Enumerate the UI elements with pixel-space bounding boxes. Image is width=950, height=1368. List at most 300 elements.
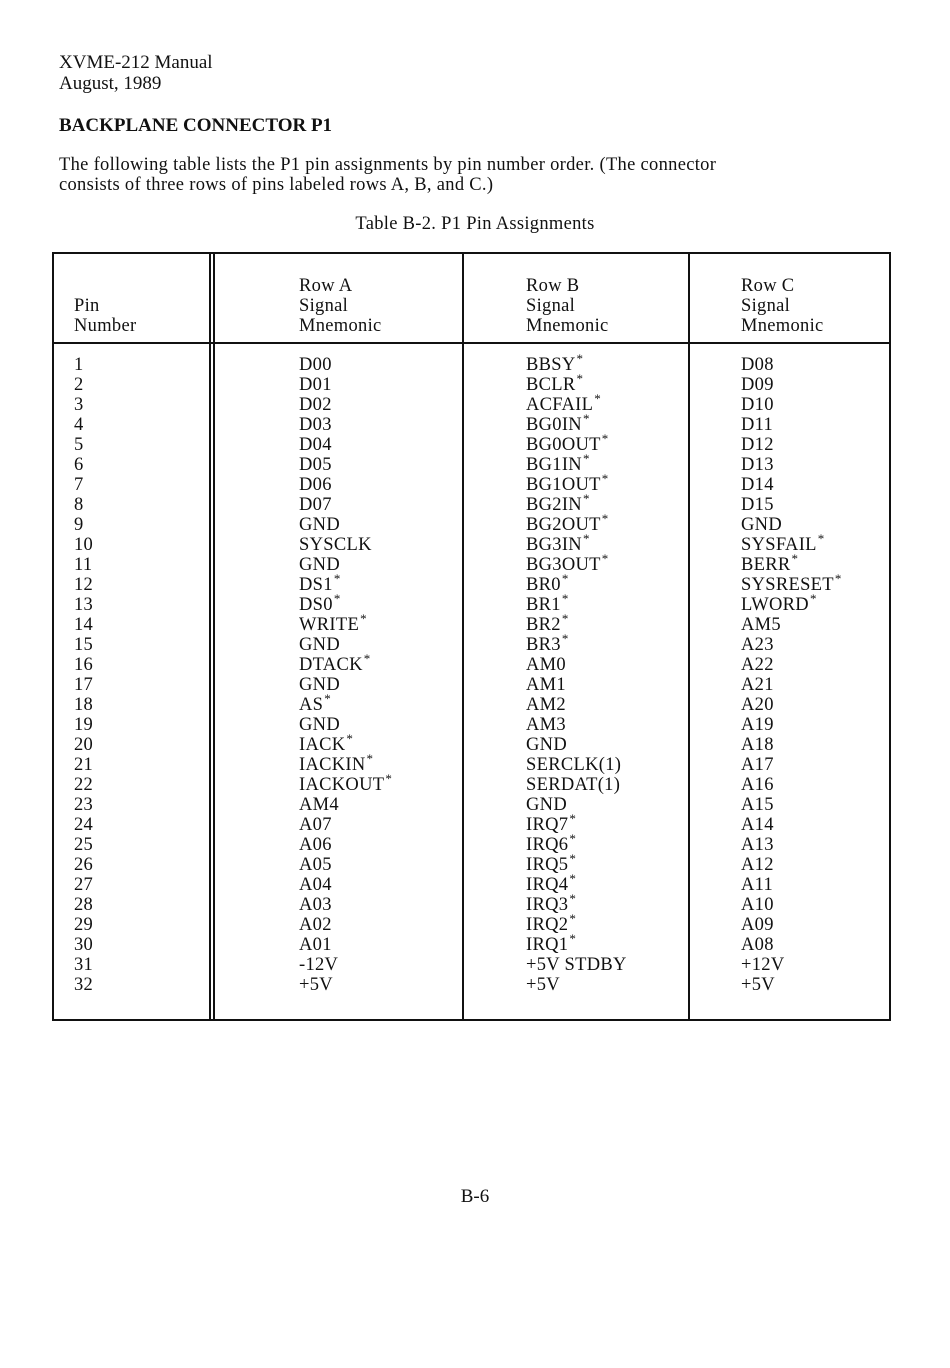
row-a-signal-cell — [299, 455, 392, 475]
row-c-signal-cell — [741, 675, 842, 695]
row-a-signal-cell — [299, 855, 392, 875]
cell-text: 3 — [74, 395, 84, 415]
pin-number-cell — [74, 415, 93, 435]
active-low-asterisk: * — [569, 890, 577, 906]
row-a-signal-cell — [299, 515, 392, 535]
cell-text: IRQ4 — [526, 875, 569, 895]
header-pin-number — [74, 276, 136, 336]
cell-text: A08 — [741, 935, 774, 955]
row-b-signal-cell — [526, 810, 627, 835]
pin-number-cell — [74, 655, 93, 675]
active-low-asterisk: * — [582, 530, 590, 546]
pin-number-cell — [74, 815, 93, 835]
cell-text: A11 — [741, 875, 774, 895]
cell-text: D01 — [299, 375, 332, 395]
cell-text: 29 — [74, 915, 94, 935]
row-c-signal-cell — [741, 550, 842, 575]
row-c-signal-cell — [741, 655, 842, 675]
cell-text: AM5 — [741, 615, 781, 635]
cell-text: A06 — [299, 835, 332, 855]
row-c-signal-cell — [741, 475, 842, 495]
active-low-asterisk: * — [333, 590, 341, 606]
column-divider — [462, 254, 464, 1019]
table-caption: Table B-2. P1 Pin Assignments — [355, 214, 595, 234]
cell-text: +5V — [299, 975, 333, 995]
cell-text: A23 — [741, 635, 774, 655]
active-low-asterisk: * — [601, 430, 609, 446]
pin-number-cell — [74, 535, 93, 555]
active-low-asterisk: * — [569, 870, 577, 886]
row-c-signal-cell — [741, 355, 842, 375]
row-b-signal-cell — [526, 775, 627, 795]
row-a-signal-cell — [299, 750, 392, 775]
column-divider — [213, 254, 215, 1019]
cell-text: 1 — [74, 355, 84, 375]
cell-text: IRQ1 — [526, 935, 569, 955]
pin-assignment-table — [52, 252, 891, 1021]
row-b-signal-cell — [526, 510, 627, 535]
row-b-signal-cell — [526, 390, 627, 415]
active-low-asterisk: * — [582, 410, 590, 426]
pin-number-cell — [74, 775, 93, 795]
row-c-signal-cell — [741, 835, 842, 855]
active-low-asterisk: * — [366, 750, 374, 766]
active-low-asterisk: * — [561, 630, 569, 646]
cell-text: BR0 — [526, 575, 561, 595]
row-b-signal-cell — [526, 830, 627, 855]
row-c-signal-cell — [741, 495, 842, 515]
cell-text: IACKOUT — [299, 775, 385, 795]
row-b-signal-cell — [526, 655, 627, 675]
row-c-signal-cell — [741, 615, 842, 635]
header-row-c — [741, 276, 824, 336]
cell-text: BG3OUT — [526, 555, 601, 575]
cell-text: D02 — [299, 395, 332, 415]
active-low-asterisk: * — [601, 550, 609, 566]
cell-text: AM3 — [526, 715, 566, 735]
pin-number-cell — [74, 675, 93, 695]
intro-line-2: consists of three rows of pins labeled rows A, B, and C.) — [59, 175, 494, 195]
cell-text: SERCLK(1) — [526, 755, 622, 775]
active-low-asterisk: * — [791, 550, 799, 566]
active-low-asterisk: * — [569, 830, 577, 846]
cell-text: AM1 — [526, 675, 566, 695]
cell-text: GND — [526, 795, 567, 815]
row-b-signal-cell — [526, 430, 627, 455]
cell-text: IRQ5 — [526, 855, 569, 875]
cell-text: BG0OUT — [526, 435, 601, 455]
row-c-column — [741, 355, 842, 995]
intro-paragraph — [59, 155, 899, 195]
cell-text: DTACK — [299, 655, 363, 675]
row-a-signal-cell — [299, 475, 392, 495]
column-divider — [688, 254, 690, 1019]
cell-text: A01 — [299, 935, 332, 955]
row-a-signal-cell — [299, 535, 392, 555]
row-b-signal-cell — [526, 735, 627, 755]
cell-text: IACK — [299, 735, 346, 755]
row-a-signal-cell — [299, 795, 392, 815]
row-b-signal-cell — [526, 370, 627, 395]
cell-text: 10 — [74, 535, 94, 555]
row-c-signal-cell — [741, 455, 842, 475]
header-divider — [54, 342, 889, 344]
row-a-signal-cell — [299, 915, 392, 935]
cell-text: A12 — [741, 855, 774, 875]
row-c-signal-cell — [741, 590, 842, 615]
active-low-asterisk: * — [576, 370, 584, 386]
active-low-asterisk: * — [569, 850, 577, 866]
cell-text: 19 — [74, 715, 94, 735]
row-c-signal-cell — [741, 915, 842, 935]
section-title: BACKPLANE CONNECTOR P1 — [59, 115, 333, 136]
cell-text: BG3IN — [526, 535, 582, 555]
cell-text: BBSY — [526, 355, 576, 375]
active-low-asterisk: * — [601, 510, 609, 526]
pin-number-cell — [74, 395, 93, 415]
active-low-asterisk: * — [569, 910, 577, 926]
pin-number-cell — [74, 795, 93, 815]
cell-text: D00 — [299, 355, 332, 375]
cell-text: 4 — [74, 415, 84, 435]
row-b-signal-cell — [526, 470, 627, 495]
cell-text: BG1IN — [526, 455, 582, 475]
cell-text: 27 — [74, 875, 94, 895]
active-low-asterisk: * — [324, 690, 332, 706]
cell-text: 15 — [74, 635, 94, 655]
cell-text: 25 — [74, 835, 94, 855]
cell-text: 9 — [74, 515, 84, 535]
cell-text: A13 — [741, 835, 774, 855]
cell-text: 7 — [74, 475, 84, 495]
row-c-signal-cell — [741, 975, 842, 995]
row-b-signal-cell — [526, 410, 627, 435]
active-low-asterisk: * — [569, 810, 577, 826]
cell-text: A09 — [741, 915, 774, 935]
row-a-signal-cell — [299, 555, 392, 575]
cell-text: A19 — [741, 715, 774, 735]
row-b-signal-cell — [526, 715, 627, 735]
active-low-asterisk: * — [363, 650, 371, 666]
cell-text: BR1 — [526, 595, 561, 615]
header-line — [74, 276, 136, 296]
row-b-signal-cell — [526, 530, 627, 555]
row-a-signal-cell — [299, 815, 392, 835]
header-line: Mnemonic — [526, 316, 609, 336]
header-line: Row B — [526, 276, 580, 296]
cell-text: D13 — [741, 455, 774, 475]
row-a-signal-cell — [299, 730, 392, 755]
cell-text: BG0IN — [526, 415, 582, 435]
row-b-signal-cell — [526, 795, 627, 815]
active-low-asterisk: * — [582, 490, 590, 506]
row-b-column — [526, 350, 627, 995]
row-a-signal-cell — [299, 590, 392, 615]
cell-text: GND — [741, 515, 782, 535]
header-row-b — [526, 276, 609, 336]
cell-text: 21 — [74, 755, 94, 775]
document-header — [59, 52, 213, 94]
row-a-column — [299, 355, 392, 995]
cell-text: BR2 — [526, 615, 561, 635]
row-c-signal-cell — [741, 935, 842, 955]
pin-number-cell — [74, 855, 93, 875]
cell-text: GND — [526, 735, 567, 755]
row-a-signal-cell — [299, 635, 392, 655]
cell-text: A20 — [741, 695, 774, 715]
row-a-signal-cell — [299, 875, 392, 895]
active-low-asterisk: * — [561, 570, 569, 586]
row-c-signal-cell — [741, 715, 842, 735]
pin-number-cell — [74, 455, 93, 475]
pin-number-cell — [74, 475, 93, 495]
row-b-signal-cell — [526, 890, 627, 915]
cell-text: D03 — [299, 415, 332, 435]
row-c-signal-cell — [741, 775, 842, 795]
header-line: Number — [74, 316, 137, 336]
row-a-signal-cell — [299, 495, 392, 515]
pin-number-cell — [74, 555, 93, 575]
cell-text: D07 — [299, 495, 332, 515]
row-c-signal-cell — [741, 415, 842, 435]
active-low-asterisk: * — [817, 530, 825, 546]
cell-text: BG2OUT — [526, 515, 601, 535]
row-b-signal-cell — [526, 630, 627, 655]
row-b-signal-cell — [526, 550, 627, 575]
intro-line-1: The following table lists the P1 pin assignments by pin number order. (The connector — [59, 155, 717, 175]
cell-text: 31 — [74, 955, 94, 975]
row-c-signal-cell — [741, 895, 842, 915]
active-low-asterisk: * — [594, 390, 602, 406]
active-low-asterisk: * — [601, 470, 609, 486]
pin-number-cell — [74, 735, 93, 755]
cell-text: 22 — [74, 775, 94, 795]
cell-text: AS — [299, 695, 324, 715]
active-low-asterisk: * — [576, 350, 584, 366]
row-c-signal-cell — [741, 815, 842, 835]
cell-text: AM0 — [526, 655, 566, 675]
header-line: Row C — [741, 276, 795, 296]
cell-text: GND — [299, 635, 340, 655]
pin-number-cell — [74, 895, 93, 915]
pin-number-cell — [74, 515, 93, 535]
cell-text: D08 — [741, 355, 774, 375]
cell-text: 2 — [74, 375, 84, 395]
row-a-signal-cell — [299, 355, 392, 375]
pin-number-cell — [74, 495, 93, 515]
active-low-asterisk: * — [809, 590, 817, 606]
row-b-signal-cell — [526, 570, 627, 595]
active-low-asterisk: * — [346, 730, 354, 746]
cell-text: BERR — [741, 555, 791, 575]
header-line: Mnemonic — [299, 316, 382, 336]
row-b-signal-cell — [526, 610, 627, 635]
cell-text: 5 — [74, 435, 84, 455]
active-low-asterisk: * — [360, 610, 367, 626]
cell-text: BG2IN — [526, 495, 582, 515]
cell-text: BCLR — [526, 375, 576, 395]
row-a-signal-cell — [299, 955, 392, 975]
row-a-signal-cell — [299, 570, 392, 595]
row-b-signal-cell — [526, 850, 627, 875]
header-line: Signal — [299, 296, 349, 316]
cell-text: LWORD — [741, 595, 809, 615]
row-b-signal-cell — [526, 870, 627, 895]
cell-text: GND — [299, 715, 340, 735]
active-low-asterisk: * — [333, 570, 341, 586]
cell-text: IACKIN — [299, 755, 366, 775]
row-b-signal-cell — [526, 695, 627, 715]
header-line: Signal — [741, 296, 791, 316]
row-a-signal-cell — [299, 415, 392, 435]
cell-text: IRQ6 — [526, 835, 569, 855]
cell-text: AM2 — [526, 695, 566, 715]
row-b-signal-cell — [526, 955, 627, 975]
cell-text: 24 — [74, 815, 94, 835]
row-b-signal-cell — [526, 910, 627, 935]
cell-text: GND — [299, 675, 340, 695]
active-low-asterisk: * — [582, 450, 590, 466]
cell-text: 14 — [74, 615, 94, 635]
manual-date: August, 1989 — [59, 73, 162, 94]
row-c-signal-cell — [741, 635, 842, 655]
row-a-signal-cell — [299, 395, 392, 415]
cell-text: 32 — [74, 975, 94, 995]
row-a-signal-cell — [299, 435, 392, 455]
pin-number-cell — [74, 935, 93, 955]
row-c-signal-cell — [741, 395, 842, 415]
pin-number-cell — [74, 755, 93, 775]
cell-text: +5V — [526, 975, 560, 995]
row-c-signal-cell — [741, 375, 842, 395]
row-b-signal-cell — [526, 930, 627, 955]
cell-text: A21 — [741, 675, 774, 695]
cell-text: GND — [299, 515, 340, 535]
pin-number-cell — [74, 695, 93, 715]
row-c-signal-cell — [741, 855, 842, 875]
pin-number-cell — [74, 835, 93, 855]
cell-text: 20 — [74, 735, 94, 755]
pin-number-cell — [74, 375, 93, 395]
cell-text: A15 — [741, 795, 774, 815]
cell-text: BR3 — [526, 635, 561, 655]
cell-text: 26 — [74, 855, 94, 875]
cell-text: 28 — [74, 895, 94, 915]
cell-text: SYSFAIL — [741, 535, 817, 555]
cell-text: GND — [299, 555, 340, 575]
row-b-signal-cell — [526, 975, 627, 995]
row-c-signal-cell — [741, 515, 842, 535]
row-a-signal-cell — [299, 835, 392, 855]
header-line: Row A — [299, 276, 353, 296]
row-c-signal-cell — [741, 570, 842, 595]
pin-number-cell — [74, 975, 93, 995]
cell-text: +12V — [741, 955, 785, 975]
cell-text: IRQ7 — [526, 815, 569, 835]
row-b-signal-cell — [526, 450, 627, 475]
row-c-signal-cell — [741, 735, 842, 755]
header-row-a — [299, 276, 382, 336]
row-b-signal-cell — [526, 490, 627, 515]
cell-text: A10 — [741, 895, 774, 915]
cell-text: A02 — [299, 915, 332, 935]
cell-text: D09 — [741, 375, 774, 395]
cell-text: 30 — [74, 935, 94, 955]
row-c-signal-cell — [741, 875, 842, 895]
cell-text: SYSCLK — [299, 535, 372, 555]
row-a-signal-cell — [299, 895, 392, 915]
pin-number-cell — [74, 955, 93, 975]
cell-text: A22 — [741, 655, 774, 675]
cell-text: +5V STDBY — [526, 955, 627, 975]
column-divider — [209, 254, 211, 1019]
cell-text: 18 — [74, 695, 94, 715]
cell-text: DS0 — [299, 595, 333, 615]
row-a-signal-cell — [299, 375, 392, 395]
cell-text: A05 — [299, 855, 332, 875]
cell-text: D06 — [299, 475, 332, 495]
cell-text: 23 — [74, 795, 94, 815]
row-a-signal-cell — [299, 650, 392, 675]
cell-text: 12 — [74, 575, 94, 595]
cell-text: D11 — [741, 415, 774, 435]
pin-number-cell — [74, 595, 93, 615]
cell-text: 16 — [74, 655, 94, 675]
cell-text: DS1 — [299, 575, 333, 595]
pin-number-cell — [74, 715, 93, 735]
pin-number-cell — [74, 355, 93, 375]
cell-text: SYSRESET — [741, 575, 834, 595]
cell-text: A16 — [741, 775, 774, 795]
row-c-signal-cell — [741, 955, 842, 975]
cell-text: 13 — [74, 595, 94, 615]
active-low-asterisk: * — [561, 610, 569, 626]
row-a-signal-cell — [299, 610, 392, 635]
cell-text: IRQ3 — [526, 895, 569, 915]
cell-text: D10 — [741, 395, 774, 415]
cell-text: IRQ2 — [526, 915, 569, 935]
manual-title: XVME-212 Manual — [59, 52, 213, 73]
page-number: B-6 — [460, 1186, 490, 1207]
cell-text: D04 — [299, 435, 332, 455]
cell-text: A07 — [299, 815, 332, 835]
cell-text: A14 — [741, 815, 774, 835]
row-c-signal-cell — [741, 795, 842, 815]
cell-text: -12V — [299, 955, 339, 975]
cell-text: A04 — [299, 875, 332, 895]
active-low-asterisk: * — [385, 770, 393, 786]
active-low-asterisk: * — [569, 930, 577, 946]
row-c-signal-cell — [741, 695, 842, 715]
cell-text: AM4 — [299, 795, 339, 815]
cell-text: BG1OUT — [526, 475, 601, 495]
header-line: Mnemonic — [741, 316, 824, 336]
pin-number-cell — [74, 435, 93, 455]
row-c-signal-cell — [741, 435, 842, 455]
cell-text: ACFAIL — [526, 395, 594, 415]
row-a-signal-cell — [299, 690, 392, 715]
cell-text: D14 — [741, 475, 774, 495]
row-a-signal-cell — [299, 935, 392, 955]
row-a-signal-cell — [299, 975, 392, 995]
pin-number-cell — [74, 615, 93, 635]
row-a-signal-cell — [299, 770, 393, 795]
row-b-signal-cell — [526, 675, 627, 695]
row-b-signal-cell — [526, 590, 627, 615]
cell-text: D12 — [741, 435, 774, 455]
cell-text: A18 — [741, 735, 774, 755]
cell-text: 17 — [74, 675, 94, 695]
